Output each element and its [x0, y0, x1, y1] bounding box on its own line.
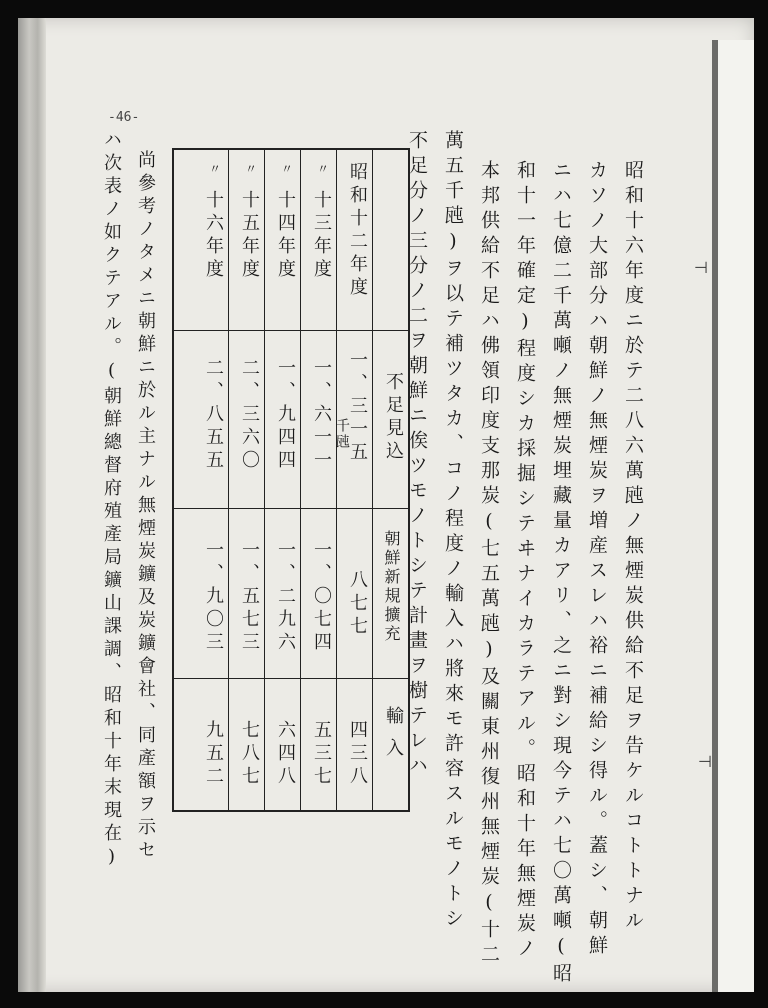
footnote-line-1: 尚參考ノタメニ朝鮮ニ於ル主ナル無煙炭鑛及炭鑛會社、同產額ヲ示セ [135, 150, 156, 863]
body-line-1: 昭和十六年度ニ於テ二八六萬瓲ノ無煙炭供給不足ヲ告ケルコトトナル [622, 160, 644, 935]
margin-tick-mark: ⊣ [694, 258, 708, 277]
body-line-6: 萬五千瓲)ヲ以テ補ツタカ、コノ程度ノ輸入ハ將來モ許容スルモノトシ [442, 130, 464, 933]
row-year-4: 十五年度 [239, 190, 260, 282]
page-binding-edge [18, 18, 46, 992]
header-import: 輸入 [383, 706, 404, 770]
import-1: 四三八 [347, 720, 368, 789]
page-number: -46- [108, 110, 140, 125]
korea-4: 一、五七三 [239, 540, 260, 655]
body-line-3: ニハ七億二千萬噸ノ無煙炭埋藏量カアリ、之ニ對シ現今テハ七〇萬噸(昭 [550, 160, 572, 988]
ditto-mark-3: 〃 [281, 162, 294, 176]
import-5: 九五二 [203, 720, 224, 789]
shortfall-1: 一、三一五 [347, 350, 368, 465]
coal-supply-table [172, 148, 410, 812]
footnote-line-2: ハ次表ノ如クテアル。(朝鮮總督府殖產局鑛山課調、昭和十年末現在) [101, 130, 122, 872]
table-unit: 千瓲 [334, 418, 350, 450]
table-col-divider-5 [228, 150, 229, 810]
row-year-2: 十三年度 [311, 190, 332, 282]
margin-tick-mark: ⊣ [698, 752, 712, 771]
table-col-divider-2 [336, 150, 337, 810]
shortfall-5: 二、八五五 [203, 358, 224, 473]
table-row-divider-shortfall [174, 508, 408, 509]
table-col-divider-1 [372, 150, 373, 810]
import-3: 六四八 [275, 720, 296, 789]
shortfall-4: 二、三六〇 [239, 358, 260, 473]
body-line-4: 和十一年確定)程度シカ採掘シテヰナイカラテアル。昭和十年無煙炭ノ [514, 160, 536, 963]
import-4: 七八七 [239, 720, 260, 789]
table-col-divider-3 [300, 150, 301, 810]
shortfall-2: 一、六一一 [311, 358, 332, 473]
body-line-7: 不足分ノ三分ノ二ヲ朝鮮ニ俟ツモノトシテ計畫ヲ樹テレハ [406, 130, 428, 780]
header-shortfall: 不足見込 [383, 372, 404, 464]
korea-5: 一、九〇三 [203, 540, 224, 655]
korea-3: 一、二九六 [275, 540, 296, 655]
header-korea-expansion: 朝鮮新規擴充 [382, 530, 401, 644]
import-2: 五三七 [311, 720, 332, 789]
ditto-mark-2: 〃 [317, 162, 330, 176]
korea-1: 八七七 [347, 570, 368, 639]
table-row-divider-korea [174, 678, 408, 679]
row-year-1: 昭和十二年度 [347, 162, 368, 300]
body-line-5: 本邦供給不足ハ佛領印度支那炭(七五萬瓲)及關東州復州無煙炭(十二 [478, 160, 500, 969]
ditto-mark-4: 〃 [245, 162, 258, 176]
body-line-2: カソノ大部分ハ朝鮮ノ無煙炭ヲ増産スレハ裕ニ補給シ得ル。蓋シ、朝鮮 [586, 160, 608, 960]
table-col-divider-4 [264, 150, 265, 810]
row-year-5: 十六年度 [203, 190, 224, 282]
shortfall-3: 一、九四四 [275, 358, 296, 473]
korea-2: 一、〇七四 [311, 540, 332, 655]
next-page-edge [718, 40, 754, 992]
row-year-3: 十四年度 [275, 190, 296, 282]
table-row-divider-year [174, 330, 408, 331]
ditto-mark-5: 〃 [209, 162, 222, 176]
